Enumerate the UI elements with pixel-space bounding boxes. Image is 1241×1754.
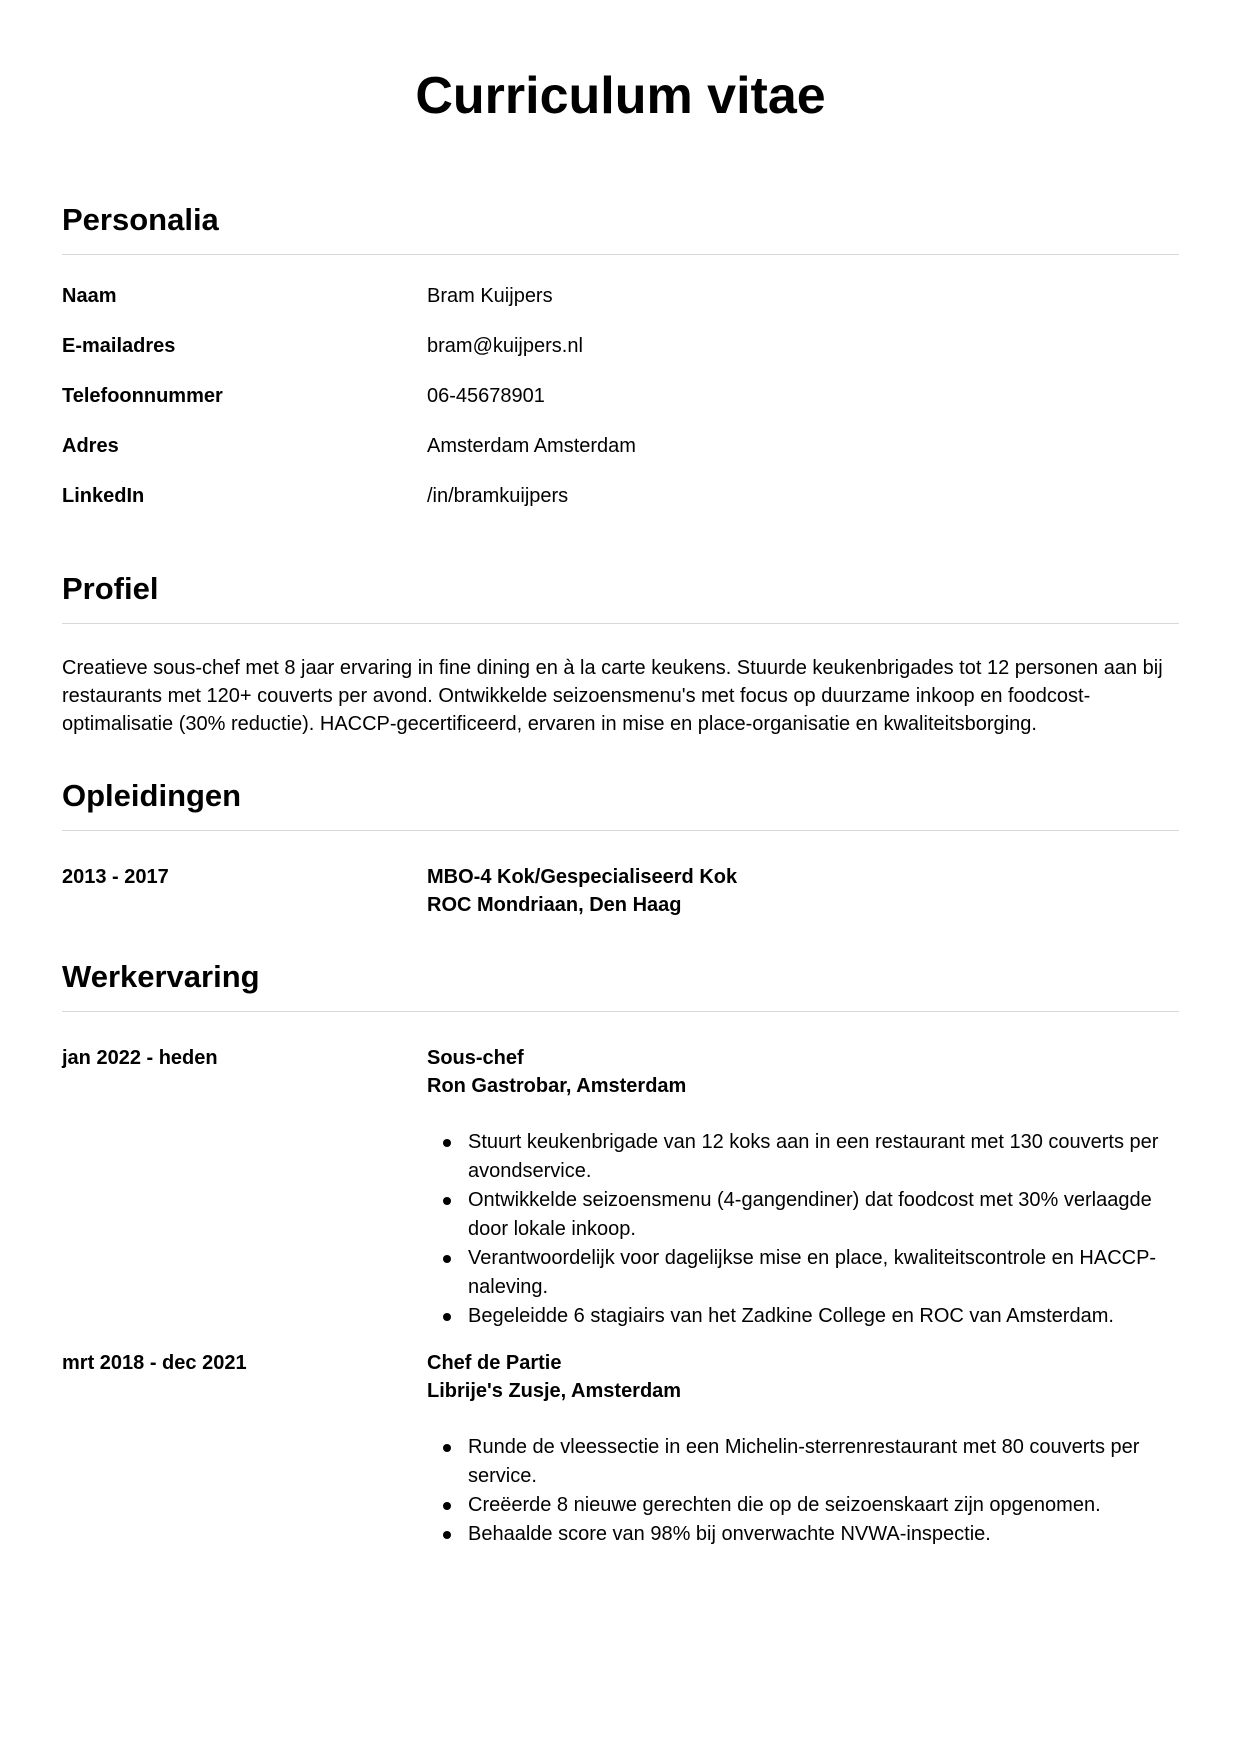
personalia-row-email [62,333,1179,383]
name-value: Bram Kuijpers [427,285,553,307]
personalia-list [62,283,1179,533]
job-period: mrt 2018 - dec 2021 [62,1352,247,1374]
job-title: Chef de Partie [427,1352,562,1374]
section-heading-opleidingen: Opleidingen [62,776,1179,831]
profile-summary: Creatieve sous-chef met 8 jaar ervaring in fine dining en à la carte keukens. Stuurde keukenbrigades tot 12 personen aan bij restaurants met 120+ couverts per avond. Ontwikkelde seizoensmenu's met focus op duurzame inkoop en foodcost-optimalisatie (30% reductie). HACCP-gecertificeerd, ervaren in mise en place-organisatie en kwaliteitsborging. [62,657,1163,735]
section-heading-profiel: Profiel [62,569,1179,624]
job-bullet: Verantwoordelijk voor dagelijkse mise en place, kwaliteitscontrole en HACCP-naleving. [468,1244,1179,1302]
personalia-section [62,200,1179,533]
job-bullet: Creëerde 8 nieuwe gerechten die op de seizoenskaart zijn opgenomen. [468,1491,1179,1520]
personalia-row-telefoon [62,383,1179,433]
job-bullet: Ontwikkelde seizoensmenu (4-gangendiner) dat foodcost met 30% verlaagde door lokale inkoop. [468,1186,1179,1244]
field-label: Adres [62,435,119,457]
field-label: Naam [62,285,117,307]
job-employer: Ron Gastrobar, Amsterdam [427,1075,687,1097]
experience-list [62,1044,1179,1549]
job-employer: Librije's Zusje, Amsterdam [427,1380,682,1402]
job-period: jan 2022 - heden [62,1047,218,1069]
section-heading-werkervaring: Werkervaring [62,957,1179,1012]
opleidingen-section [62,776,1179,919]
field-label: LinkedIn [62,485,145,507]
linkedin-value: /in/bramkuijpers [427,485,569,507]
werkervaring-section [62,957,1179,1549]
personalia-row-naam [62,283,1179,333]
field-label: E-mailadres [62,335,176,357]
education-entry [62,863,1179,919]
job-bullet: Behaalde score van 98% bij onverwachte NVWA-inspectie. [468,1520,1179,1549]
education-details [427,863,1179,919]
personalia-row-adres [62,433,1179,483]
profiel-section [62,569,1179,738]
personalia-row-linkedin [62,483,1179,533]
job-details [427,1044,1179,1331]
job-entry [62,1349,1179,1549]
job-bullet: Stuurt keukenbrigade van 12 koks aan in een restaurant met 130 couverts per avondservice. [468,1128,1179,1186]
address-value: Amsterdam Amsterdam [427,435,636,457]
job-title: Sous-chef [427,1047,524,1069]
job-bullet: Begeleidde 6 stagiairs van het Zadkine College en ROC van Amsterdam. [468,1302,1179,1331]
job-details [427,1349,1179,1549]
document-title: Curriculum vitae [415,67,826,125]
education-institution: ROC Mondriaan, Den Haag [427,894,682,916]
job-bullet: Runde de vleessectie in een Michelin-sterrenrestaurant met 80 couverts per service. [468,1433,1179,1491]
email-value: bram@kuijpers.nl [427,335,583,357]
job-bullet-list [427,1433,1179,1549]
phone-value: 06-45678901 [427,385,545,407]
job-bullet-list [427,1128,1179,1331]
field-label: Telefoonnummer [62,385,223,407]
education-period: 2013 - 2017 [62,866,169,888]
education-title: MBO-4 Kok/Gespecialiseerd Kok [427,866,738,888]
job-entry [62,1044,1179,1331]
section-heading-personalia: Personalia [62,200,1179,255]
education-list [62,863,1179,919]
